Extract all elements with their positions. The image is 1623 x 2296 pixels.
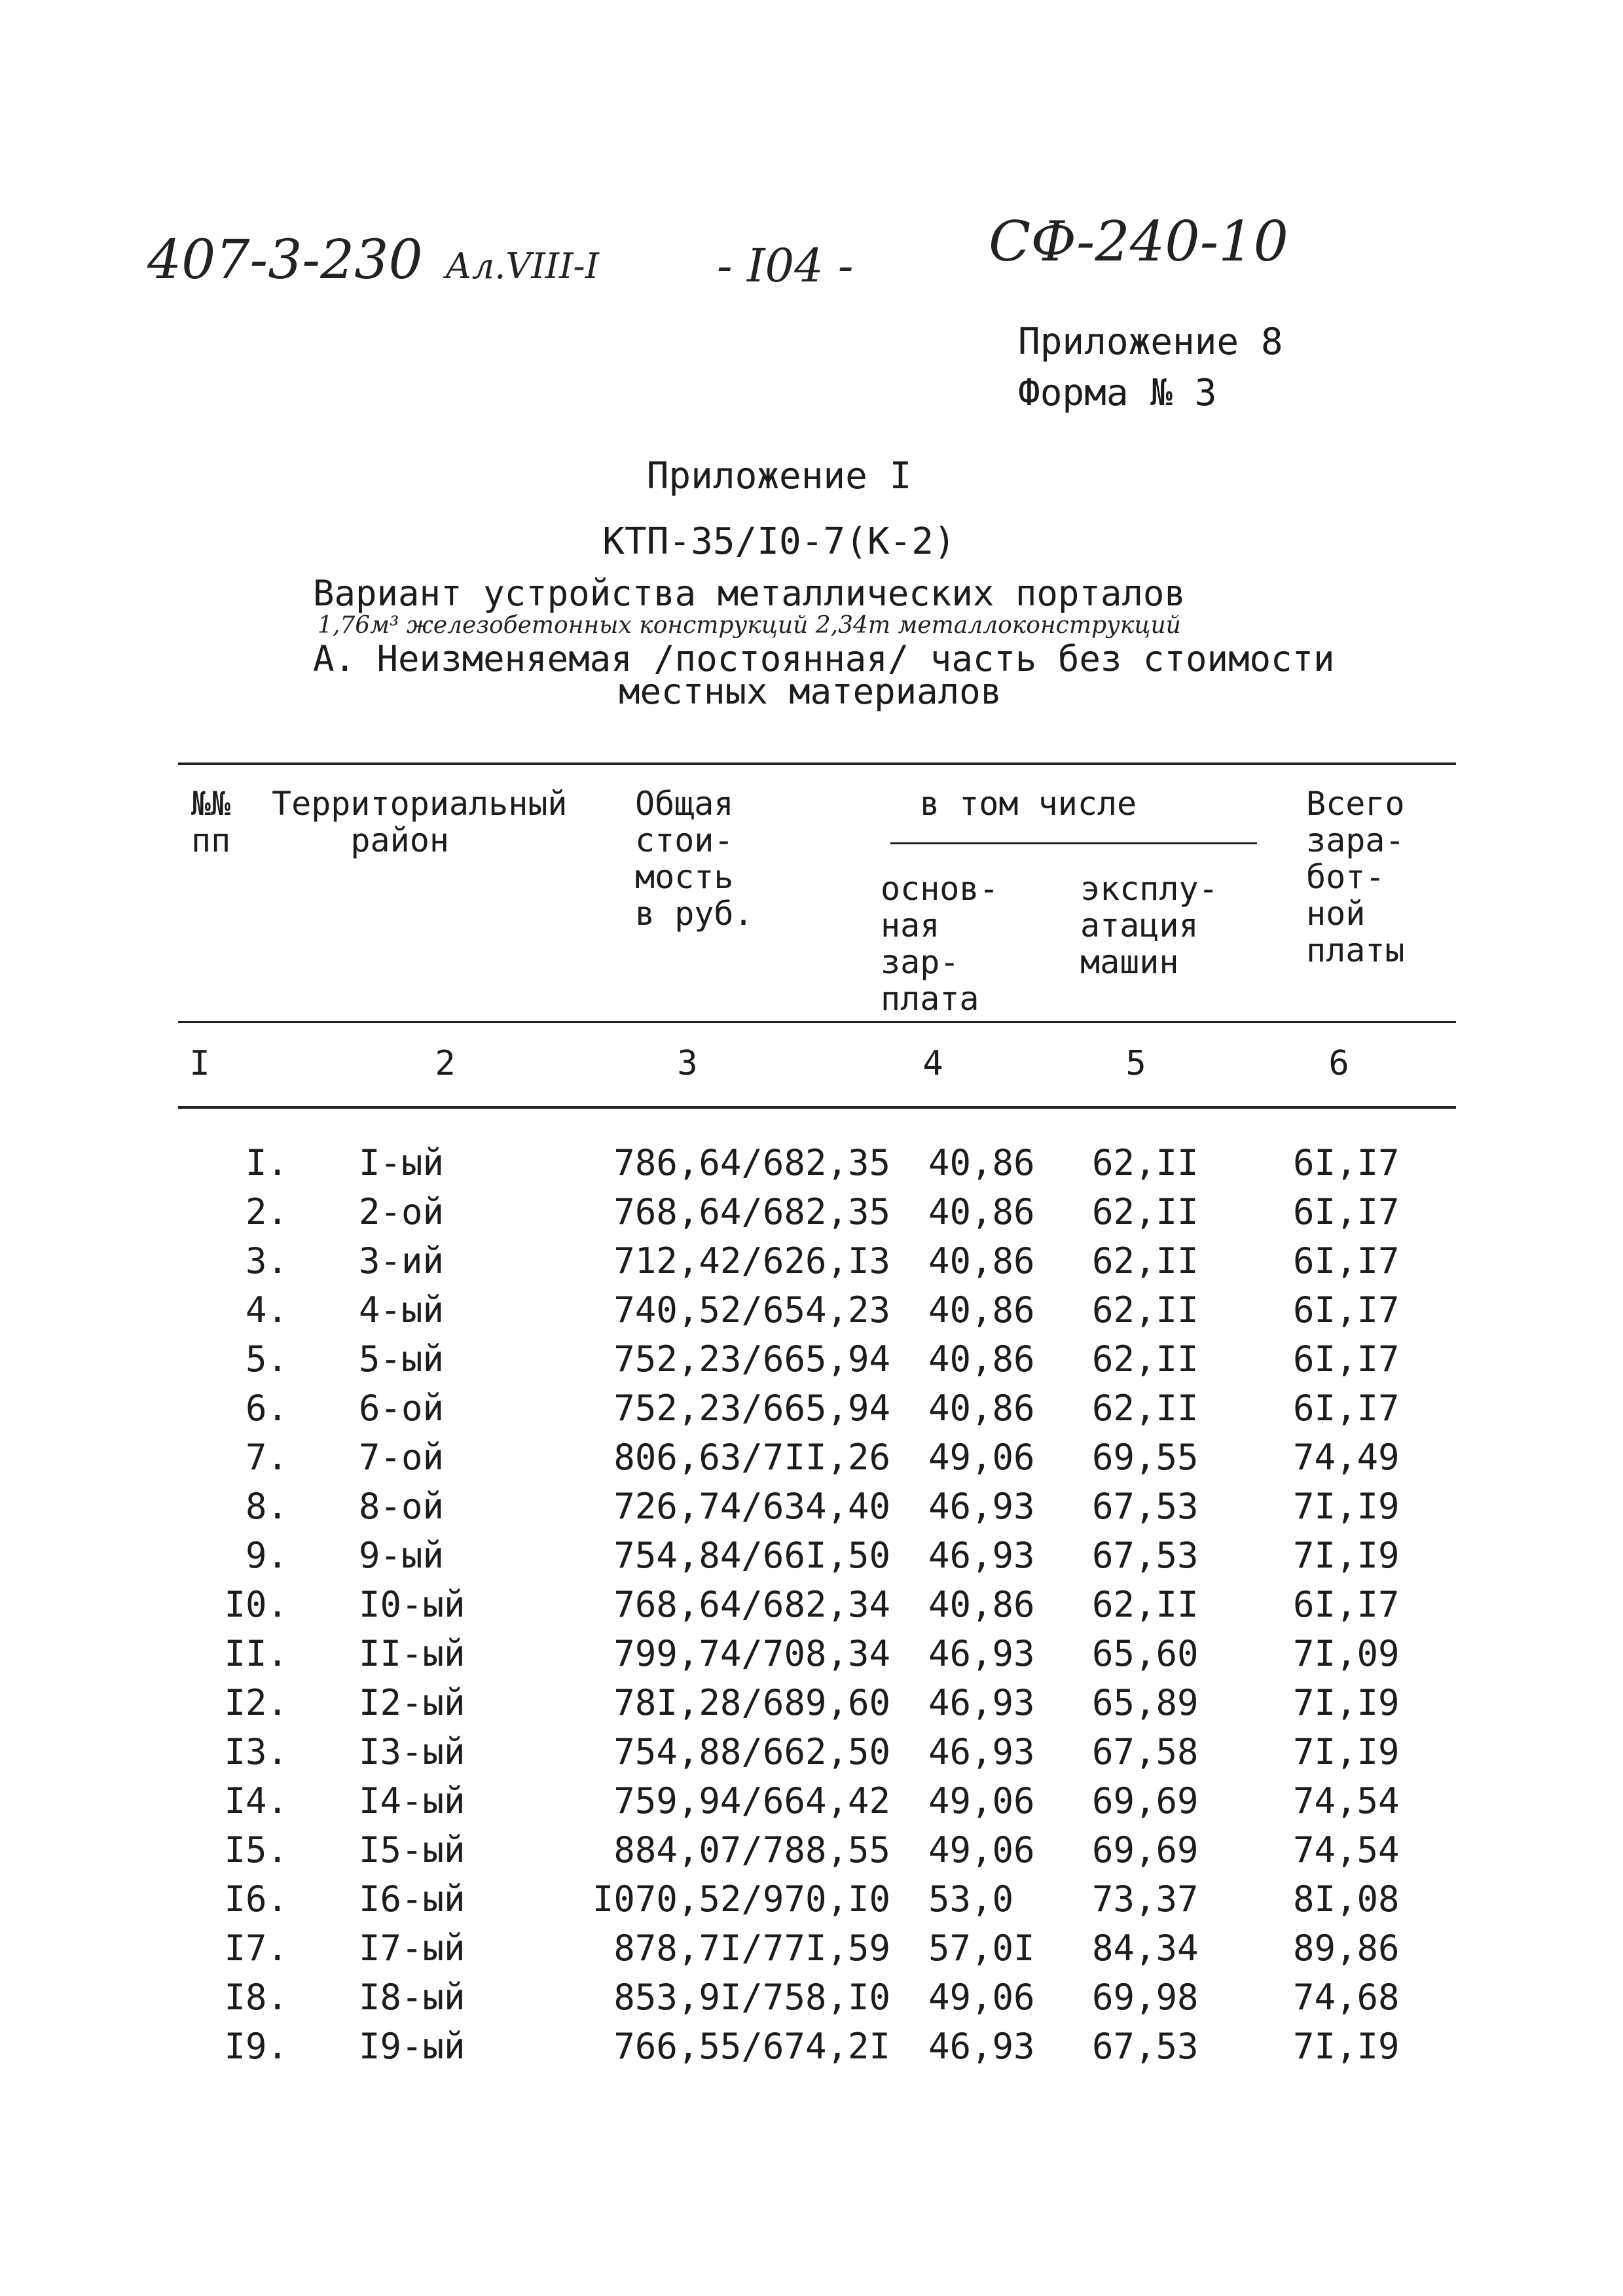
cell-number: 7. — [245, 1437, 288, 1478]
cell-base-wages: 46,93 — [928, 2026, 1035, 2067]
cell-base-wages: 46,93 — [928, 1731, 1035, 1772]
appendix-1-title: Приложение I — [646, 455, 912, 497]
series-code: СФ-240-10 — [989, 209, 1288, 274]
cell-region: I0-ый — [359, 1584, 465, 1625]
cell-total-wages: 6I,I7 — [1293, 1584, 1400, 1625]
cell-total-wages: 6I,I7 — [1293, 1191, 1400, 1232]
table-row — [0, 1633, 1623, 1682]
cell-total-cost: 766,55/674,2I — [613, 2026, 890, 2067]
cell-base-wages: 49,06 — [928, 1977, 1035, 2018]
cell-base-wages: 49,06 — [928, 1780, 1035, 1821]
cell-region: I-ый — [359, 1142, 445, 1183]
table-row — [0, 2026, 1623, 2075]
cell-region: 5-ый — [359, 1338, 445, 1380]
cell-total-cost: 853,9I/758,I0 — [613, 1977, 890, 2018]
header-territorial-region: Территориальный район — [272, 785, 568, 859]
cell-total-wages: 7I,I9 — [1293, 1682, 1400, 1723]
cell-region: I8-ый — [359, 1977, 465, 2018]
table-row — [0, 1338, 1623, 1388]
cell-total-cost: 740,52/654,23 — [613, 1289, 890, 1331]
cell-base-wages: 49,06 — [928, 1829, 1035, 1871]
table-row — [0, 1878, 1623, 1928]
cell-base-wages: 40,86 — [928, 1338, 1035, 1380]
cell-number: I4. — [224, 1780, 288, 1821]
cell-region: 3-ий — [359, 1240, 445, 1282]
cell-base-wages: 46,93 — [928, 1486, 1035, 1527]
cell-total-cost: 884,07/788,55 — [613, 1829, 890, 1871]
cell-machine-operation: 62,II — [1092, 1388, 1199, 1429]
cell-number: I5. — [224, 1829, 288, 1871]
header-bottom-rule — [178, 1021, 1456, 1023]
cell-number: 4. — [245, 1289, 288, 1331]
header-total-cost: Общая стои- мость в руб. — [635, 785, 754, 933]
cell-total-cost: 768,64/682,34 — [613, 1584, 890, 1625]
cell-total-cost: 754,84/66I,50 — [613, 1535, 890, 1576]
cell-total-wages: 74,49 — [1293, 1437, 1400, 1478]
subgroup-rule — [890, 842, 1257, 844]
cell-base-wages: 40,86 — [928, 1289, 1035, 1331]
section-a-subtitle: местных материалов — [619, 671, 1002, 712]
cell-total-wages: 74,54 — [1293, 1829, 1400, 1871]
cell-total-wages: 6I,I7 — [1293, 1142, 1400, 1183]
cell-machine-operation: 69,98 — [1092, 1977, 1199, 2018]
cell-machine-operation: 67,53 — [1092, 1535, 1199, 1576]
cell-number: 6. — [245, 1388, 288, 1429]
cell-number: I6. — [224, 1878, 288, 1920]
cell-base-wages: 40,86 — [928, 1191, 1035, 1232]
cell-region: I2-ый — [359, 1682, 465, 1723]
column-number-3: 3 — [677, 1044, 698, 1083]
column-number-4: 4 — [922, 1044, 943, 1083]
appendix-8-label: Приложение 8 — [1018, 321, 1283, 363]
cell-machine-operation: 69,69 — [1092, 1829, 1199, 1871]
header-machine-operation: эксплу- атация машин — [1080, 870, 1218, 981]
cell-machine-operation: 73,37 — [1092, 1878, 1199, 1920]
cell-number: I2. — [224, 1682, 288, 1723]
cell-base-wages: 40,86 — [928, 1240, 1035, 1282]
form-number: Форма № 3 — [1018, 372, 1217, 414]
cell-base-wages: 40,86 — [928, 1142, 1035, 1183]
page-number: - I04 - — [717, 239, 854, 293]
cell-total-cost: 752,23/665,94 — [613, 1388, 890, 1429]
column-number-2: 2 — [435, 1044, 456, 1083]
cell-region: I6-ый — [359, 1878, 465, 1920]
cell-total-cost: 712,42/626,I3 — [613, 1240, 890, 1282]
cell-number: I9. — [224, 2026, 288, 2067]
cell-region: I4-ый — [359, 1780, 465, 1821]
cell-region: 2-ой — [359, 1191, 445, 1232]
table-row — [0, 1437, 1623, 1486]
cell-base-wages: 57,0I — [928, 1928, 1035, 1969]
cell-region: 9-ый — [359, 1535, 445, 1576]
cell-total-cost: 878,7I/77I,59 — [613, 1928, 890, 1969]
cell-total-wages: 7I,I9 — [1293, 1731, 1400, 1772]
cell-base-wages: 46,93 — [928, 1633, 1035, 1674]
cell-total-wages: 89,86 — [1293, 1928, 1400, 1969]
cell-number: 3. — [245, 1240, 288, 1282]
cell-number: 8. — [245, 1486, 288, 1527]
column-number-6: 6 — [1328, 1044, 1349, 1083]
cell-machine-operation: 69,69 — [1092, 1780, 1199, 1821]
cell-total-wages: 7I,I9 — [1293, 1535, 1400, 1576]
cell-base-wages: 40,86 — [928, 1388, 1035, 1429]
cell-region: I9-ый — [359, 2026, 465, 2067]
cell-total-cost: 759,94/664,42 — [613, 1780, 890, 1821]
cell-total-wages: 7I,09 — [1293, 1633, 1400, 1674]
cell-machine-operation: 67,53 — [1092, 1486, 1199, 1527]
cell-total-wages: 74,68 — [1293, 1977, 1400, 2018]
header-row-number: №№ пп — [191, 785, 231, 859]
cell-total-wages: 6I,I7 — [1293, 1388, 1400, 1429]
album-number: Ал.VIII-I — [445, 245, 600, 287]
cell-machine-operation: 62,II — [1092, 1289, 1199, 1331]
cell-machine-operation: 84,34 — [1092, 1928, 1199, 1969]
cell-total-wages: 74,54 — [1293, 1780, 1400, 1821]
cell-machine-operation: 62,II — [1092, 1240, 1199, 1282]
cell-region: I7-ый — [359, 1928, 465, 1969]
table-row — [0, 1682, 1623, 1731]
cell-machine-operation: 62,II — [1092, 1191, 1199, 1232]
cell-number: I3. — [224, 1731, 288, 1772]
cell-region: II-ый — [359, 1633, 465, 1674]
cell-machine-operation: 62,II — [1092, 1338, 1199, 1380]
table-row — [0, 1780, 1623, 1829]
cell-number: 9. — [245, 1535, 288, 1576]
cell-machine-operation: 62,II — [1092, 1584, 1199, 1625]
section-a-title: А. Неизменяемая /постоянная/ часть без стоимости — [313, 638, 1335, 679]
cell-total-cost: 726,74/634,40 — [613, 1486, 890, 1527]
cell-number: 5. — [245, 1338, 288, 1380]
cell-total-wages: 7I,I9 — [1293, 1486, 1400, 1527]
header-total-wages: Всего зара- бот- ной платы — [1306, 785, 1405, 969]
cell-region: 4-ый — [359, 1289, 445, 1331]
cell-machine-operation: 65,60 — [1092, 1633, 1199, 1674]
cell-region: 8-ой — [359, 1486, 445, 1527]
cell-total-wages: 6I,I7 — [1293, 1240, 1400, 1282]
cell-number: I8. — [224, 1977, 288, 2018]
cell-number: I. — [245, 1142, 288, 1183]
column-number-5: 5 — [1125, 1044, 1146, 1083]
cell-machine-operation: 67,53 — [1092, 2026, 1199, 2067]
cell-base-wages: 40,86 — [928, 1584, 1035, 1625]
handwritten-note: 1,76м³ железобетонных конструкций 2,34т металлоконструкций — [318, 612, 1181, 639]
table-row — [0, 1977, 1623, 2026]
document-code: 407-3-230 — [147, 229, 423, 291]
cell-region: I3-ый — [359, 1731, 465, 1772]
cell-total-cost: 78I,28/689,60 — [613, 1682, 890, 1723]
table-row — [0, 1584, 1623, 1633]
cell-machine-operation: 65,89 — [1092, 1682, 1199, 1723]
cell-total-wages: 6I,I7 — [1293, 1338, 1400, 1380]
column-numbers-rule — [178, 1106, 1456, 1109]
cell-number: II. — [224, 1633, 288, 1674]
cell-total-wages: 7I,I9 — [1293, 2026, 1400, 2067]
cell-number: 2. — [245, 1191, 288, 1232]
cell-machine-operation: 62,II — [1092, 1142, 1199, 1183]
cell-machine-operation: 67,58 — [1092, 1731, 1199, 1772]
header-including-group: в том числе — [920, 785, 1137, 823]
cell-total-cost: 752,23/665,94 — [613, 1338, 890, 1380]
variant-title: Вариант устройства металлических порталов — [313, 573, 1186, 614]
cell-base-wages: 49,06 — [928, 1437, 1035, 1478]
cell-total-cost: 799,74/708,34 — [613, 1633, 890, 1674]
table-row — [0, 1142, 1623, 1191]
table-row — [0, 1928, 1623, 1977]
table-row — [0, 1191, 1623, 1240]
cell-number: I0. — [224, 1584, 288, 1625]
cell-total-wages: 8I,08 — [1293, 1878, 1400, 1920]
cell-total-cost: 768,64/682,35 — [613, 1191, 890, 1232]
cell-total-cost: 806,63/7II,26 — [613, 1437, 890, 1478]
cell-region: 6-ой — [359, 1388, 445, 1429]
header-base-wages: основ- ная зар- плата — [881, 870, 999, 1018]
cell-total-cost: I070,52/970,I0 — [592, 1878, 890, 1920]
cell-region: 7-ой — [359, 1437, 445, 1478]
cell-total-cost: 754,88/662,50 — [613, 1731, 890, 1772]
table-row — [0, 1731, 1623, 1780]
table-top-rule — [178, 762, 1456, 765]
ktp-title: КТП-35/I0-7(К-2) — [602, 520, 956, 563]
table-row — [0, 1535, 1623, 1584]
table-row — [0, 1829, 1623, 1878]
cell-base-wages: 53,0 — [928, 1878, 1014, 1920]
column-number-1: I — [189, 1044, 210, 1083]
cell-total-cost: 786,64/682,35 — [613, 1142, 890, 1183]
cell-region: I5-ый — [359, 1829, 465, 1871]
table-row — [0, 1289, 1623, 1338]
cell-number: I7. — [224, 1928, 288, 1969]
cell-machine-operation: 69,55 — [1092, 1437, 1199, 1478]
cell-base-wages: 46,93 — [928, 1682, 1035, 1723]
table-row — [0, 1240, 1623, 1289]
cell-total-wages: 6I,I7 — [1293, 1289, 1400, 1331]
cell-base-wages: 46,93 — [928, 1535, 1035, 1576]
table-row — [0, 1388, 1623, 1437]
table-row — [0, 1486, 1623, 1535]
